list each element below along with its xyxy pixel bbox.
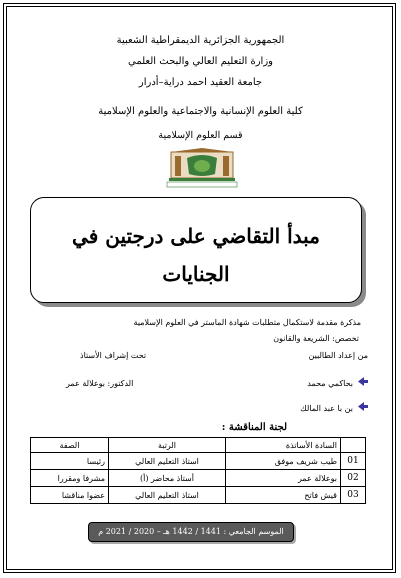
bullet-arrow-icon [358,402,368,411]
table-row [31,487,366,504]
committee-title: لجنة المناقشة : [221,422,287,433]
header-department: قسم العلوم الإسلامية [158,130,243,141]
table-header-cell: الرتبة [109,438,226,453]
member-rank: أستاذ محاضر (أ) [109,470,226,487]
member-name: طيب شريف موفق [226,453,341,470]
supervisor-label: تحت إشراف الأستاذ [80,351,147,360]
university-logo [157,148,247,190]
prepared-by-label: من إعداد الطالبين [308,351,368,360]
row-number: 02 [341,470,366,487]
academic-year-banner: الموسم الجامعي : 1441 / 1442 هـ – 2020 / 2021 م [88,522,294,542]
table-row [31,453,366,470]
header-faculty: كلية العلوم الإنسانية والاجتماعية والعلوم الإسلامية [98,106,303,117]
row-number: 03 [341,487,366,504]
member-rank: استاذ التعليم العالي [109,453,226,470]
header-ministry: وزارة التعليم العالي والبحث العلمي [128,56,273,67]
member-role: رئيسا [31,453,109,470]
bullet-arrow-icon [358,377,368,386]
thesis-title-box [30,197,362,303]
student-1: بحاكمي محمد [307,379,353,388]
member-rank: استاذ التعليم العالي [109,487,226,504]
supervisor-name: الدكتور: بوعلالة عمر [66,379,134,388]
member-role: مشرفا ومقررا [31,470,109,487]
member-name: بوعلالة عمر [226,470,341,487]
table-header-cell [341,438,366,453]
table-header-cell: الصفة [31,438,109,453]
row-number: 01 [341,453,366,470]
member-role: عضوا مناقشا [31,487,109,504]
header-university: جامعة العقيد احمد دراية–أدرار [138,77,263,88]
member-name: قيش فاتح [226,487,341,504]
table-header-row [31,438,366,453]
specialty: تخصص: الشريعة والقانون [273,334,359,343]
thesis-subtitle: مذكرة مقدمة لاستكمال متطلبات شهادة الماستر في العلوم الإسلامية [133,318,361,327]
committee-table [30,437,366,504]
thesis-title-line-2: الجنايات [162,262,230,286]
table-header-cell: السادة الأساتذة [226,438,341,453]
table-row [31,470,366,487]
student-2: بن با عبد المالك [300,404,353,413]
header-republic: الجمهورية الجزائرية الديمقراطية الشعبية [116,35,285,46]
thesis-title-line-1: مبدأ التقاضي على درجتين في [72,224,320,248]
